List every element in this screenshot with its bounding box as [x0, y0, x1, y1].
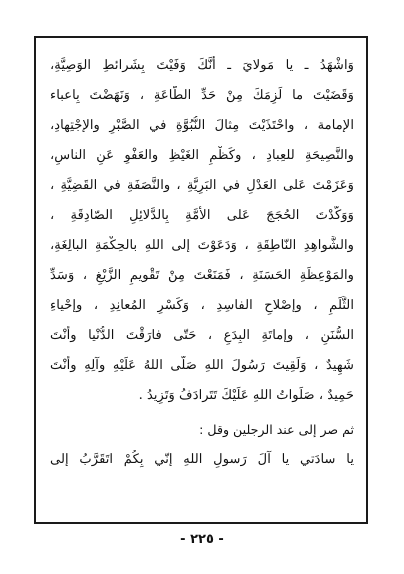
text-line-8: والمَوْعِظَةِ الحَسَنَةِ ، فَمَنَعْتَ مِنْ تَقْويمِ الزَّيْغِ ، وَسَدِّ [50, 268, 354, 283]
text-line-4: والنَّصِيحَةِ للعِبادِ ، وكَظْمِ الغَيْظِ والعَفْوِ عَنِ الناسِ، [50, 148, 354, 163]
text-line-12: حَمِيدٌ ، صَلَواتُ اللهِ عَلَيْكَ تَتَرادَفُ وَتَزِيدُ . [138, 388, 354, 403]
text-line-9: الثَّلَمِ ، وإصْلاحِ الفاسِدِ ، وَكَسْرِ المُعانِدِ ، وإحْياءِ [50, 298, 354, 313]
instruction-line: ثم صر إلى عند الرجلين وقل : [199, 422, 354, 437]
text-line-7: والشَّواهِدِ النّاطِقَةِ ، وَدَعَوْتَ إلى اللهِ بالحِكْمَةِ البالِغَةِ، [50, 238, 354, 253]
text-line-6: وَوَكَّدْتَ الحُجَجَ عَلى الأُمَّةِ بِالدَّلائِلِ الصّادِقَةِ ، [50, 208, 354, 223]
text-line-3: الإمامة ، واحْتَذَيْتَ مِثالَ النُّبُوَّةِ في الصَّبْرِ والإجْتِهادِ، [50, 118, 354, 133]
text-line-14: يا سادَتي يا آلَ رَسولِ اللهِ إنّي بِكُمْ اتَقَرَّبُ إلى [50, 452, 354, 467]
page-number: - ٢٢٥ - [180, 532, 224, 547]
text-line-2: وَقَضَيْتَ ما لَزِمَكَ مِنْ حَدِّ الطّاعَةِ ، وَنَهَضْتَ بِاعباء [50, 88, 354, 103]
text-line-5: وَعَزَمْتَ عَلى العَدْلِ في البَرِيَّةِ ، والنَّصَفَةِ في القَضِيَّةِ ، [50, 178, 354, 193]
text-line-10: السُّنَنِ ، وإماتَةِ البِدَعِ ، حَتّى فارَقْتَ الدُّنْيا وأنْتَ [50, 328, 354, 343]
text-line-11: شَهِيدٌ ، وَلَقِيتَ رَسُولَ اللهِ صَلَّى اللهُ عَلَيْهِ وآلِهِ وأنْتَ [50, 358, 354, 373]
text-line-1: وَاشْهَدُ ـ يا مَولايَ ـ أنَّكَ وَفَيْتَ بِشَرائطِ الوَصِيَّةِ، [50, 58, 354, 73]
